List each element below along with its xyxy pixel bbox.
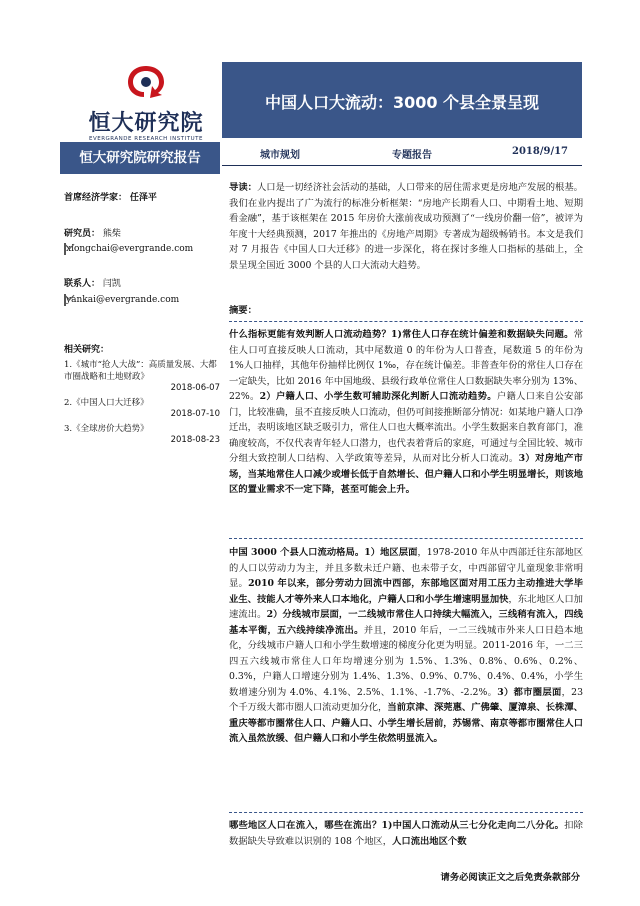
p1-bold-3: 3）对房地产市场，当某地常住人口减少或增长低于自然增长、但户籍人口和小学生明显增长，则该地区的置业需求不一定下降，甚至可能会上升。 — [229, 453, 583, 495]
report-category: 城市规划 — [260, 150, 300, 161]
section-divider — [229, 812, 583, 813]
report-title: 中国人口大流动：3000 个县全景呈现 — [264, 93, 540, 112]
title-banner — [222, 62, 582, 138]
chief-economist — [64, 190, 220, 203]
chief-label: 首席经济学家： — [64, 193, 128, 203]
logo-name: 恒大研究院 — [88, 111, 204, 136]
p1-bold-1: 什么指标更能有效判断人口流动趋势？1)常住人口存在统计偏差和数据缺失问题。 — [229, 329, 574, 340]
paragraph-indicators — [229, 327, 583, 498]
contact — [64, 276, 220, 289]
logo-english-name: EVERGRANDE RESEARCH INSTITUTE — [89, 136, 203, 142]
report-date: 2018/9/17 — [512, 146, 569, 157]
p2-text-3: 并且，2010 年后，一二三线城市外来人口日趋本地化，分线城市户籍人口和小学生数增速的梯度分化更为明显。2011-2016 年，一二三四五六线城市常住人口年均增速分别为 1.5%、1.3%、0.8%、0.6%、0.2%、0.3%，户籍人口增速分别为 1.4%、1.3%、0.9%、0.7%、0.4%、0.4%，小学生数增速分别为 4.0%、4.1%、2.5%、1.1%、-1.7%、-2.2%。 — [229, 624, 583, 698]
p3-bold-2: 人口流出地区个数 — [392, 835, 467, 847]
researcher — [64, 226, 220, 239]
p2-bold-4: 3）都市圈层面 — [497, 686, 562, 698]
contact-label: 联系人： — [64, 279, 101, 289]
p1-text-1: 常住人口可直接反映人口流动，其中尾数道 0 的年份为人口普查，尾数道 5 的年份为 1%人口抽样，其他年份抽样比例仅 1‰，存在统计偏差。非普查年份的常住人口存在一定缺失，比如 2016 年中国地级、县级行政单位常住人口数据缺失率分别为 13%、22%。 — [229, 329, 583, 402]
p2-bold-5: 当前京津、深莞惠、广佛肇、厦漳泉、长株潭、重庆等都市圈常住人口、户籍人口、小学生增长居前，苏锡常、南京等都市圈常住人口流入虽然放缓、但户籍人口和小学生依然明显流入。 — [229, 702, 583, 744]
researcher-email[interactable]: xiongchai@evergrande.com — [66, 244, 194, 254]
summary-label — [229, 303, 583, 319]
p2-bold-3: 2）分线城市层面，一二线城市常住人口持续大幅流入，三线稍有流入，四线基本平衡，五六线持续净流出。 — [229, 609, 583, 636]
intro-text: 人口是一切经济社会活动的基础，人口带来的居住需求更是房地产发展的根基。我们在业内提出了广为流行的标准分析框架：“房地产长期看人口、中期看土地、短期看金融”，基于该框架在 2015 年房价大涨前夜成功预测了“一线房价翻一倍”，被评为年度十大经典预测，2017 年推出的《房地产周期》专著成为超级畅销书。本文是我们对 7 月报告《中国人口大迁移》的进一步深化，将在探讨多维人口指标的基础上，全景呈现全国近 3000 个县的人口大流动大趋势。 — [229, 182, 583, 271]
related-item-3[interactable]: 3.《全球房价大趋势》 — [64, 424, 149, 434]
contact-name: 闫凯 — [102, 279, 121, 289]
chief-name: 任泽平 — [129, 193, 157, 203]
logo-mark-icon — [124, 62, 168, 102]
p2-text-2: ，东北地区人口加速流出。 — [229, 593, 583, 620]
p2-bold-2: 2010 年以来，部分劳动力回流中西部，东部地区面对用工压力主动推进大学毕业生、技能人才等外来人口本地化，户籍人口和小学生增速明显加快 — [229, 578, 583, 605]
section-divider — [229, 321, 583, 322]
researcher-email-row — [64, 244, 220, 254]
p3-bold-1: 哪些地区人口在流入，哪些在流出？1)中国人口流动从三七分化走向二八分化。 — [229, 820, 565, 831]
related-research — [64, 342, 220, 445]
logo — [76, 62, 216, 150]
envelope-icon — [64, 243, 66, 255]
related-item-1[interactable]: 1.《城市“抢人大战”：高质量发展、大都市圈战略和土地财政》 — [64, 360, 217, 382]
intro-paragraph — [229, 180, 583, 273]
disclaimer-footer: 请务必阅读正文之后免责条款部分 — [440, 872, 580, 883]
researcher-label: 研究员： — [64, 229, 101, 239]
report-series-label: 恒大研究院研究报告 — [60, 142, 220, 174]
summary-heading: 摘要： — [229, 305, 257, 316]
p3-text-1: 扣除数据缺失导致难以识别的 108 个地区， — [229, 820, 583, 847]
intro-lead: 导读： — [229, 182, 257, 193]
p1-text-2: 户籍人口来自公安部门，比较准确，虽不直接反映人口流动，但仍可间接推断部分情况：如某地户籍人口净迁出，表明该地区缺乏吸引力，常住人口也大概率流出。小学生数据来自教育部门，准确度较高，不仅代表青年轻人口潜力，也代表着背后的家庭，可通过与全国比较、城市分组大致控制人口结构、入学政策等差异，从而对比分析人口流动。 — [229, 391, 583, 464]
report-type: 专题报告 — [392, 150, 432, 161]
related-date-3: 2018-08-23 — [170, 435, 220, 445]
related-date-1: 2018-06-07 — [170, 383, 220, 393]
paragraph-inflow-outflow — [229, 818, 583, 849]
related-title: 相关研究： — [64, 345, 110, 355]
contact-email[interactable]: yankai@evergrande.com — [66, 295, 180, 305]
p2-bold-1: 中国 3000 个县人口流动格局。1）地区层面 — [229, 547, 418, 558]
p2-text-4: ，23 个千万级大都市圈人口流动更加分化， — [229, 686, 583, 713]
envelope-icon — [64, 294, 66, 306]
p1-bold-2: 2）户籍人口、小学生数可辅助深化判断人口流动趋势。 — [259, 391, 497, 402]
researcher-name: 熊柴 — [102, 229, 121, 239]
contact-email-row — [64, 295, 220, 305]
paragraph-county-pattern — [229, 545, 583, 747]
header-divider — [222, 165, 582, 166]
section-divider — [229, 538, 583, 539]
related-item-2[interactable]: 2.《中国人口大迁移》 — [64, 398, 149, 408]
p2-text-1: ，1978-2010 年从中西部迁往东部地区的人口以劳动力为主，并且多数未迁户籍、也未带子女，中西部留守儿童现象非常明显。 — [229, 547, 583, 589]
related-date-2: 2018-07-10 — [170, 409, 220, 419]
